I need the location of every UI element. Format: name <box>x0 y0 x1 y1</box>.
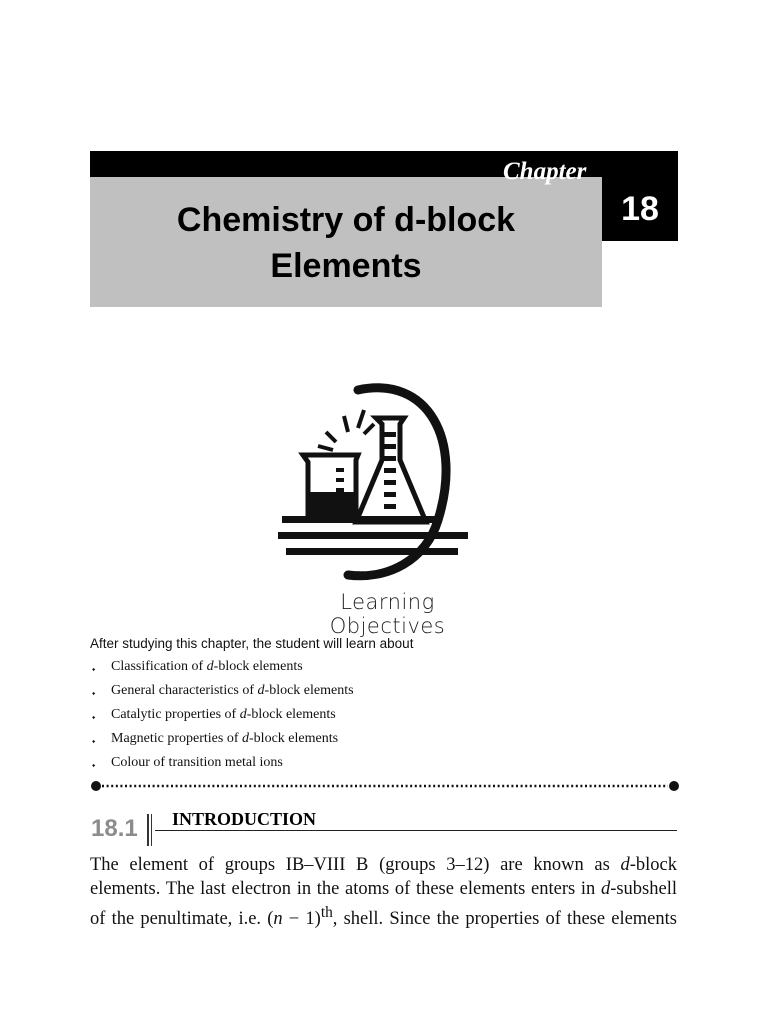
chapter-title <box>90 197 602 289</box>
bullet-icon: ⬩ <box>92 736 96 746</box>
list-item: ⬩ Catalytic properties of d-block elements <box>90 705 354 729</box>
chapter-title-box <box>90 177 602 307</box>
section-marker-bar <box>147 814 149 846</box>
section-marker-bar-thin <box>151 814 152 846</box>
chapter-number: 18 <box>602 177 678 241</box>
list-item: ⬩ Classification of d-block elements <box>90 657 354 681</box>
objectives-intro: After studying this chapter, the student will learn about <box>90 636 414 651</box>
chapter-header-bar <box>90 151 678 177</box>
section-number: 18.1 <box>91 815 138 842</box>
chapter-label: Chapter <box>503 158 587 185</box>
bullet-icon: ⬩ <box>92 712 96 722</box>
bullet-icon: ⬩ <box>92 688 96 698</box>
chapter-title-line-2: Elements <box>270 247 422 285</box>
lab-glassware-logo-icon <box>278 380 478 585</box>
list-item: ⬩ General characteristics of d-block elements <box>90 681 354 705</box>
section-rule <box>155 830 677 831</box>
list-item: ⬩ Magnetic properties of d-block elements <box>90 729 354 753</box>
objectives-list <box>90 657 354 777</box>
learning-objectives-heading: Learning Objectives <box>329 590 446 638</box>
bullet-icon: ⬩ <box>92 760 96 770</box>
section-title: INTRODUCTION <box>172 809 317 829</box>
chapter-title-line-1: Chemistry of d-block <box>176 201 516 239</box>
dotted-divider <box>90 780 680 792</box>
list-item: ⬩ Colour of transition metal ions <box>90 753 354 777</box>
intro-paragraph: The element of groups IB–VIII B (groups 3–12) are known as d-block elements. The last electron in the atoms of these elements enters in d-subshell of the penultimate, i.e. $(n - 1)^{th}$, shell. Since the properties of these elements <box>90 855 677 930</box>
bullet-icon: ⬩ <box>92 664 96 674</box>
